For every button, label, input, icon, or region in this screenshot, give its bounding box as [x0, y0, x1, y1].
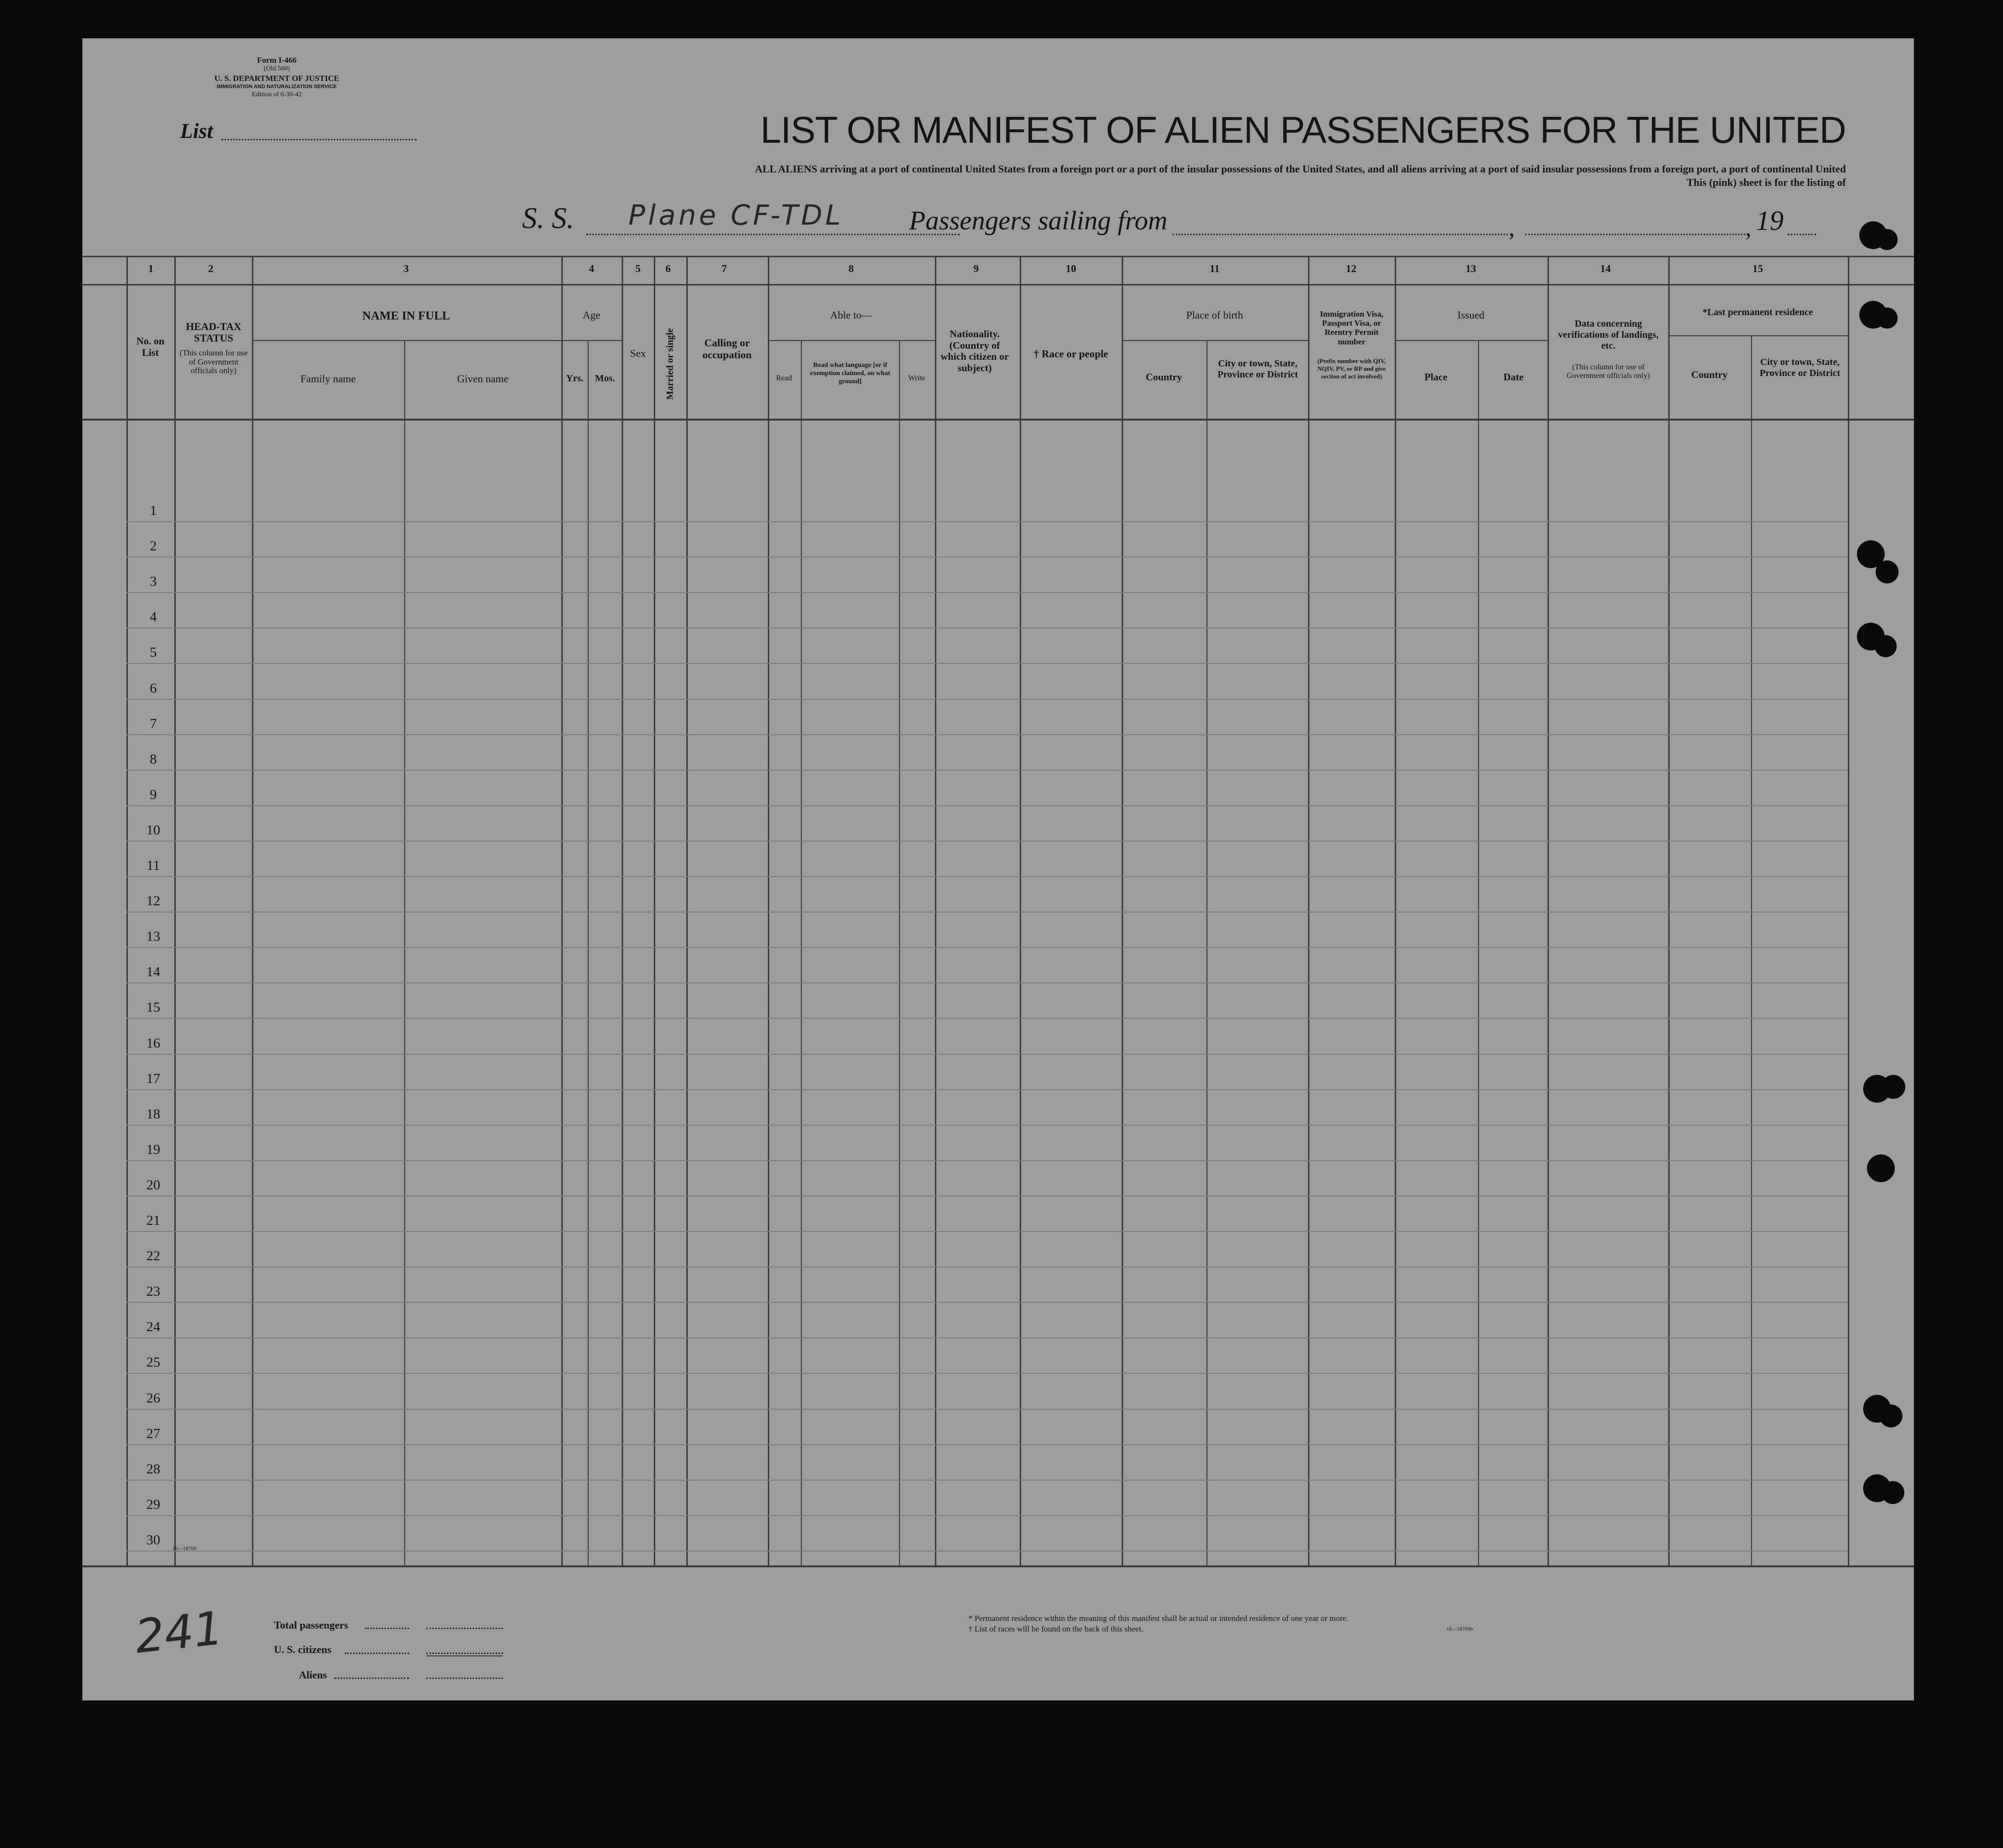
row-number: 23: [146, 1284, 160, 1299]
row-number: 28: [146, 1461, 160, 1477]
vessel-name-handwriting: Plane CF-TDL: [628, 199, 844, 231]
residence-subheader-rule: [1668, 335, 1848, 336]
row-number: 15: [146, 1000, 160, 1015]
header-place-of-birth: Place of birth: [1186, 309, 1243, 321]
row-rule: [126, 947, 1848, 948]
year-prefix: 19: [1756, 205, 1784, 236]
row-rule: [126, 912, 1848, 913]
column-number: 12: [1346, 262, 1356, 274]
us-citizens-line: [426, 1653, 503, 1654]
row-rule: [126, 1054, 1848, 1055]
punch-hole: [1867, 1154, 1895, 1182]
aliens-leader: [334, 1677, 409, 1679]
row-rule: [126, 805, 1848, 806]
row-rule: [126, 521, 1848, 522]
footnote-races: † List of races will be found on the back of this sheet.: [968, 1624, 1143, 1633]
punch-hole: [1877, 229, 1898, 250]
row-rule: [126, 876, 1848, 877]
row-rule: [126, 592, 1848, 593]
header-family-name: Family name: [300, 373, 356, 385]
row-number: 25: [146, 1355, 160, 1370]
row-rule: [126, 663, 1848, 664]
birth-subheader-rule: [1122, 340, 1308, 341]
header-age-months: Mos.: [595, 373, 615, 384]
column-number: 3: [403, 262, 409, 274]
total-passengers-line: [426, 1628, 503, 1629]
column-number: 4: [589, 262, 594, 274]
row-rule: [126, 1266, 1848, 1267]
column-number: 13: [1466, 262, 1476, 274]
row-rule: [126, 1337, 1848, 1338]
name-subheader-rule: [252, 340, 561, 341]
subcolumn-divider: [588, 340, 589, 1567]
department-name: U. S. DEPARTMENT OF JUSTICE: [214, 74, 340, 83]
row-rule: [126, 734, 1848, 735]
header-birth-country: Country: [1146, 371, 1182, 383]
punch-hole: [1881, 1481, 1904, 1504]
issued-subheader-rule: [1395, 340, 1548, 341]
row-number: 14: [146, 964, 160, 980]
subcolumn-divider: [1751, 335, 1752, 1567]
row-number: 12: [146, 893, 160, 909]
column-number: 8: [848, 262, 854, 274]
column-number: 10: [1066, 262, 1076, 274]
header-head-tax-note: (This column for use of Government officials only): [179, 348, 248, 376]
column-number: 5: [635, 262, 641, 274]
column-number: 6: [665, 262, 671, 274]
us-citizens-underline: [426, 1655, 503, 1656]
footnote-permanent-residence: * Permanent residence within the meaning of this manifest shall be actual or intended residence of one year or more.: [968, 1614, 1349, 1623]
header-calling: Calling or occupation: [702, 337, 752, 361]
form-subtitle: ALL ALIENS arriving at a port of continental United States from a foreign port or a port of the insular possessions of the United States, and all aliens arriving at a port of said insular possessions from a foreign port, a port of continental United: [755, 163, 1846, 175]
handwritten-page-number: 241: [132, 1601, 226, 1664]
form-edition: Edition of 6-30-42: [251, 91, 302, 98]
year-comma: ,: [1745, 214, 1752, 241]
punch-hole: [1876, 560, 1899, 583]
row-rule: [126, 841, 1848, 842]
table-bottom-border: [82, 1565, 1914, 1567]
punch-hole: [1881, 1075, 1905, 1099]
subcolumn-divider: [801, 340, 802, 1567]
total-passengers-leader: [365, 1628, 409, 1629]
list-label: List: [180, 119, 213, 143]
header-nationality: Nationality. (Country of which citizen or subject): [940, 328, 1009, 374]
header-issued-date: Date: [1503, 371, 1524, 383]
header-verification-data: Data concerning verifications of landings, etc.: [1558, 319, 1659, 351]
punch-hole: [1877, 308, 1898, 329]
row-number: 2: [149, 538, 157, 554]
header-sex: Sex: [630, 347, 646, 359]
header-read: Read: [776, 374, 792, 382]
row-rule: [126, 1480, 1848, 1481]
old-form-number: (Old 500): [263, 65, 290, 72]
manifest-sheet: [82, 38, 1914, 1700]
header-birth-city: City or town, State, Province or District: [1217, 358, 1298, 380]
header-verification-note: (This column for use of Government officials only): [1567, 363, 1650, 380]
column-number: 14: [1600, 262, 1611, 274]
row-number: 8: [149, 752, 157, 767]
able-subheader-rule: [768, 340, 935, 341]
header-last-residence: *Last permanent residence: [1702, 307, 1813, 318]
punch-hole: [1879, 1404, 1902, 1427]
row-number: 21: [146, 1213, 160, 1228]
header-issued: Issued: [1457, 309, 1485, 321]
header-name-in-full: NAME IN FULL: [362, 309, 450, 322]
row-rule: [126, 1409, 1848, 1410]
sailing-from-line: [1172, 234, 1508, 235]
row-number: 27: [146, 1426, 160, 1441]
sailing-comma: ,: [1509, 214, 1515, 241]
subcolumn-divider: [404, 340, 405, 1567]
header-write: Write: [908, 374, 925, 382]
us-citizens-label: U. S. citizens: [274, 1643, 331, 1655]
row-number: 10: [146, 822, 160, 838]
column-number: 7: [721, 262, 727, 274]
total-passengers-label: Total passengers: [274, 1619, 349, 1631]
column-number: 1: [148, 262, 154, 274]
row-rule: [126, 1018, 1848, 1019]
header-married-single: Married or single: [665, 328, 675, 400]
header-no-on-list: No. on List: [136, 335, 165, 359]
header-age: Age: [582, 309, 601, 321]
header-bottom-border: [82, 419, 1914, 421]
aliens-label: Aliens: [299, 1669, 327, 1681]
aliens-line: [426, 1677, 503, 1679]
row-number: 20: [146, 1177, 160, 1193]
row-rule: [126, 1231, 1848, 1232]
ss-label: S. S.: [522, 202, 574, 235]
list-number-line: [221, 139, 417, 140]
row-number: 7: [149, 716, 157, 731]
header-able-to: Able to—: [830, 309, 872, 321]
column-number-divider: [82, 284, 1914, 285]
row-number: 4: [149, 609, 157, 625]
row-number: 24: [146, 1319, 160, 1335]
subcolumn-divider: [1478, 340, 1479, 1567]
row-number: 11: [147, 858, 160, 873]
row-number: 6: [149, 681, 157, 696]
row-number: 17: [146, 1071, 160, 1086]
column-number: 15: [1753, 262, 1763, 274]
row-rule: [126, 982, 1848, 983]
row-number: 5: [149, 645, 157, 660]
column-number: 11: [1209, 262, 1220, 274]
subcolumn-divider: [1206, 340, 1207, 1567]
table-top-border: [82, 256, 1914, 257]
header-head-tax: HEAD-TAX STATUS: [186, 320, 241, 344]
row-number: 22: [146, 1248, 160, 1264]
row-number: 19: [146, 1142, 160, 1157]
row-number: 3: [149, 574, 157, 589]
row-rule: [126, 1160, 1848, 1161]
row-rule: [126, 1515, 1848, 1516]
print-code-left: 16—18709: [172, 1546, 196, 1551]
header-visa-number: Immigration Visa, Passport Visa, or Reentry Permit number: [1320, 309, 1384, 346]
row-number: 26: [146, 1391, 160, 1406]
header-issued-place: Place: [1424, 371, 1447, 383]
row-number: 13: [146, 929, 160, 944]
row-rule: [126, 557, 1848, 558]
row-rule: [126, 770, 1848, 771]
punch-hole: [1875, 635, 1897, 657]
header-race: † Race or people: [1034, 348, 1108, 360]
row-number: 29: [146, 1497, 160, 1512]
row-rule: [126, 1089, 1848, 1090]
row-number: 1: [149, 503, 157, 518]
form-title: LIST OR MANIFEST OF ALIEN PASSENGERS FOR THE UNITED: [760, 109, 1846, 151]
form-number: Form I-466: [257, 56, 297, 65]
column-number: 9: [973, 262, 979, 274]
row-number: 30: [146, 1532, 160, 1548]
row-rule: [126, 1125, 1848, 1126]
row-rule: [126, 1444, 1848, 1445]
column-number: 2: [208, 262, 214, 274]
row-rule: [126, 1302, 1848, 1303]
sailing-date-line: [1525, 234, 1745, 235]
service-name: IMMIGRATION AND NATURALIZATION SERVICE: [216, 84, 337, 90]
column-divider: [1848, 256, 1849, 1567]
header-residence-city: City or town, State, Province or District: [1759, 357, 1841, 378]
header-age-years: Yrs.: [566, 373, 584, 384]
print-code-right: 16—18709b: [1446, 1626, 1473, 1632]
vessel-name-line: [586, 234, 960, 235]
subcolumn-divider: [899, 340, 900, 1567]
header-residence-country: Country: [1691, 369, 1728, 380]
row-rule: [126, 1373, 1848, 1374]
row-rule: [126, 1196, 1848, 1197]
header-read-language: Read what language [or if exemption claimed, on what ground]: [810, 362, 890, 385]
us-citizens-leader: [345, 1653, 409, 1654]
row-number: 18: [146, 1107, 160, 1122]
row-rule: [126, 699, 1848, 700]
row-number: 9: [149, 787, 157, 802]
row-number: 16: [146, 1036, 160, 1051]
header-visa-note: (Prefix number with QIV, NQIV, PV, or RP and give section of act involved): [1317, 357, 1386, 380]
form-subtitle-continued: This (pink) sheet is for the listing of: [1686, 176, 1846, 188]
row-rule: [126, 627, 1848, 628]
sailing-from-label: Passengers sailing from: [909, 206, 1168, 236]
year-line: [1787, 234, 1816, 235]
header-given-name: Given name: [457, 373, 509, 385]
age-subheader-rule: [561, 340, 622, 341]
